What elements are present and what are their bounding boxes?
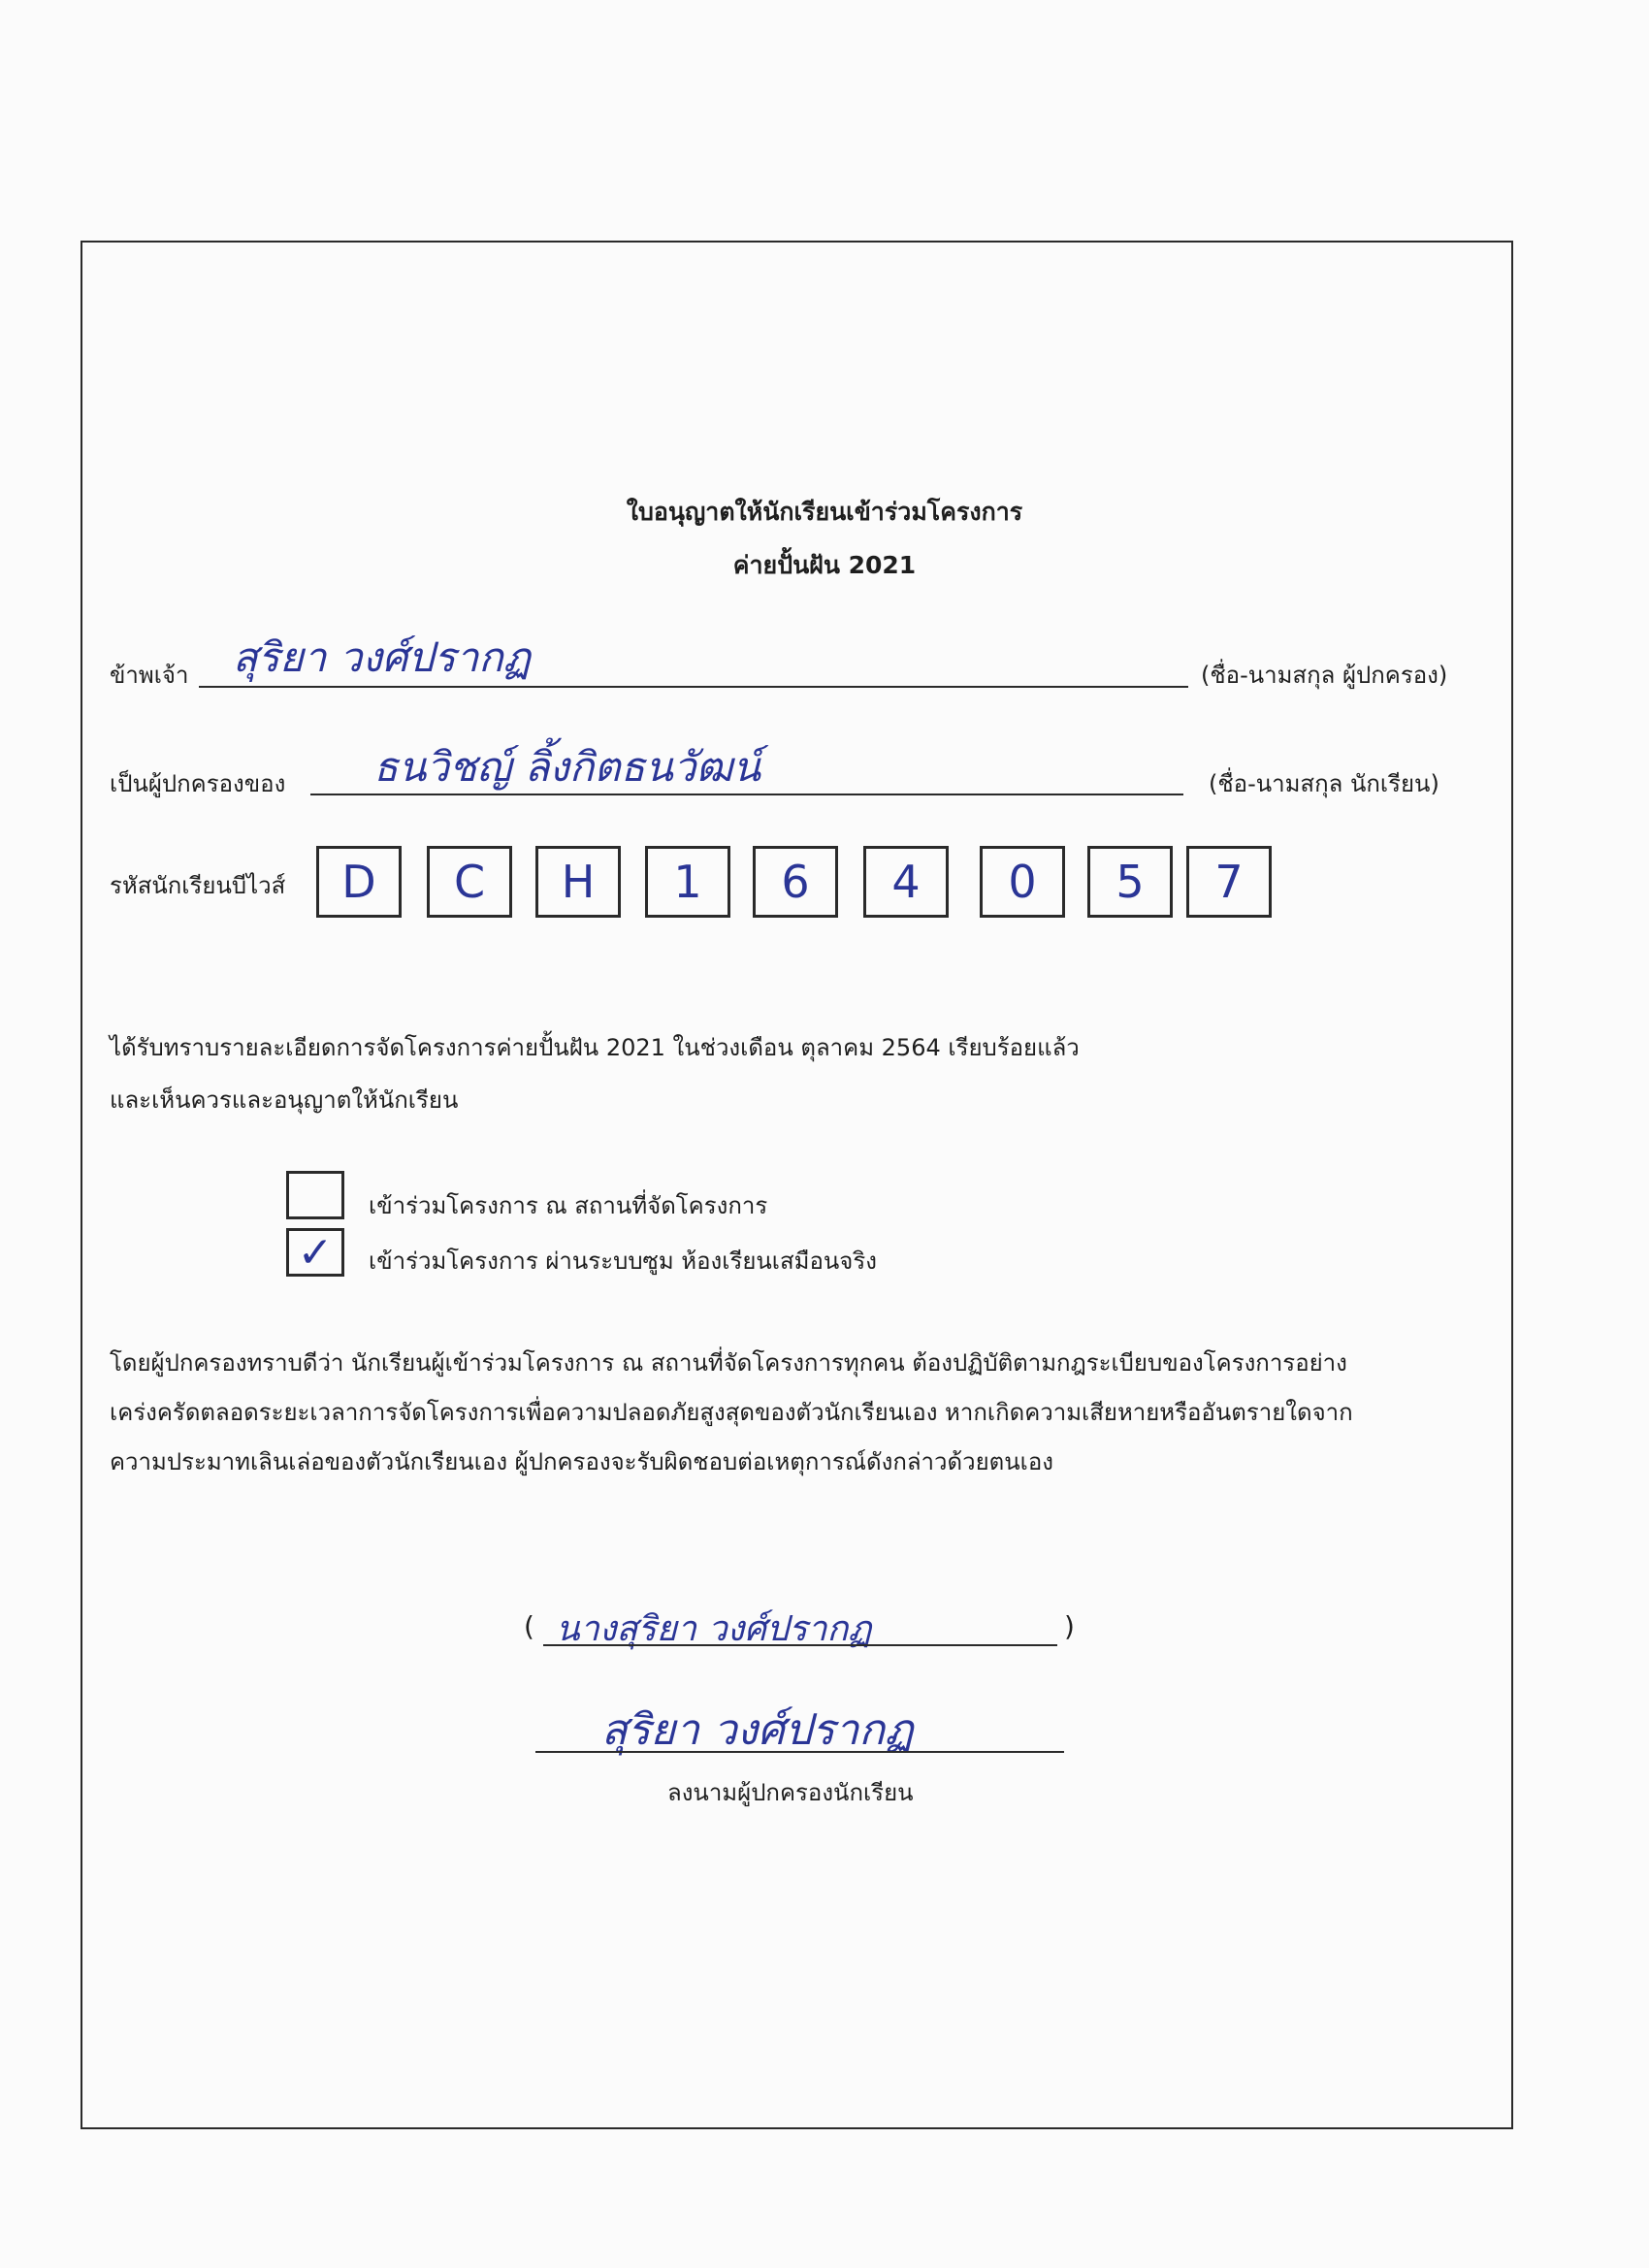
student-id-box: D [316,846,402,918]
signature-caption: ลงนามผู้ปกครองนักเรียน [667,1779,914,1806]
checkmark-icon: ✓ [297,1227,334,1278]
zoom-checkbox[interactable] [286,1228,344,1277]
form-subtitle: ค่ายปั้นฝัน 2021 [732,551,917,579]
signature-line [535,1751,1064,1753]
student-name-handwritten: ธนวิชญ์ ลิ้งกิตธนวัฒน์ [373,743,761,791]
parent-name-hint: (ชื่อ-นามสกุล ผู้ปกครอง) [1201,662,1448,689]
student-id-box: 4 [863,846,949,918]
student-id-box: 6 [753,846,838,918]
printed-name-line [543,1644,1057,1646]
terms-line-3: ความประมาทเลินเล่อของตัวนักเรียนเอง ผู้ปกครองจะรับผิดชอบต่อเหตุการณ์ดังกล่าวด้วยตนเอง [110,1448,1053,1475]
student-id-label: รหัสนักเรียนบีไวส์ [110,872,286,899]
student-id-box: 1 [645,846,730,918]
student-name-line [310,794,1183,795]
terms-line-2: เคร่งครัดตลอดระยะเวลาการจัดโครงการเพื่อความปลอดภัยสูงสุดของตัวนักเรียนเอง หากเกิดความเสียหายหรืออันตรายใดจาก [110,1399,1353,1426]
student-id-box: 0 [980,846,1065,918]
onsite-checkbox[interactable] [286,1171,344,1219]
parent-name-handwritten: สุริยา วงศ์ปรากฏ [233,633,531,681]
acknowledgement-line-1: ได้รับทราบรายละเอียดการจัดโครงการค่ายปั้นฝัน 2021 ในช่วงเดือน ตุลาคม 2564 เรียบร้อยแล้ว [110,1034,1080,1061]
paren-close: ) [1064,1610,1075,1642]
acknowledgement-line-2: และเห็นควรและอนุญาตให้นักเรียน [110,1086,459,1114]
zoom-option-label: เข้าร่วมโครงการ ผ่านระบบซูม ห้องเรียนเสมือนจริง [369,1247,877,1275]
student-id-box: C [427,846,512,918]
student-id-box: H [535,846,621,918]
parent-label: ข้าพเจ้า [110,662,189,689]
student-id-box: 7 [1186,846,1272,918]
terms-line-1: โดยผู้ปกครองทราบดีว่า นักเรียนผู้เข้าร่วมโครงการ ณ สถานที่จัดโครงการทุกคน ต้องปฏิบัติตามกฎระเบียบของโครงการอย่าง [110,1349,1347,1377]
printed-name-handwritten: นางสุริยา วงศ์ปรากฏ [556,1609,872,1649]
student-id-box: 5 [1087,846,1173,918]
onsite-option-label: เข้าร่วมโครงการ ณ สถานที่จัดโครงการ [369,1192,768,1219]
parent-name-line [199,686,1188,688]
student-name-hint: (ชื่อ-นามสกุล นักเรียน) [1209,770,1439,797]
paren-open: ( [524,1610,534,1642]
guardian-label: เป็นผู้ปกครองของ [110,770,286,797]
form-title: ใบอนุญาตให้นักเรียนเข้าร่วมโครงการ [626,498,1023,526]
parent-signature: สุริยา วงศ์ปรากฏ [601,1705,914,1755]
